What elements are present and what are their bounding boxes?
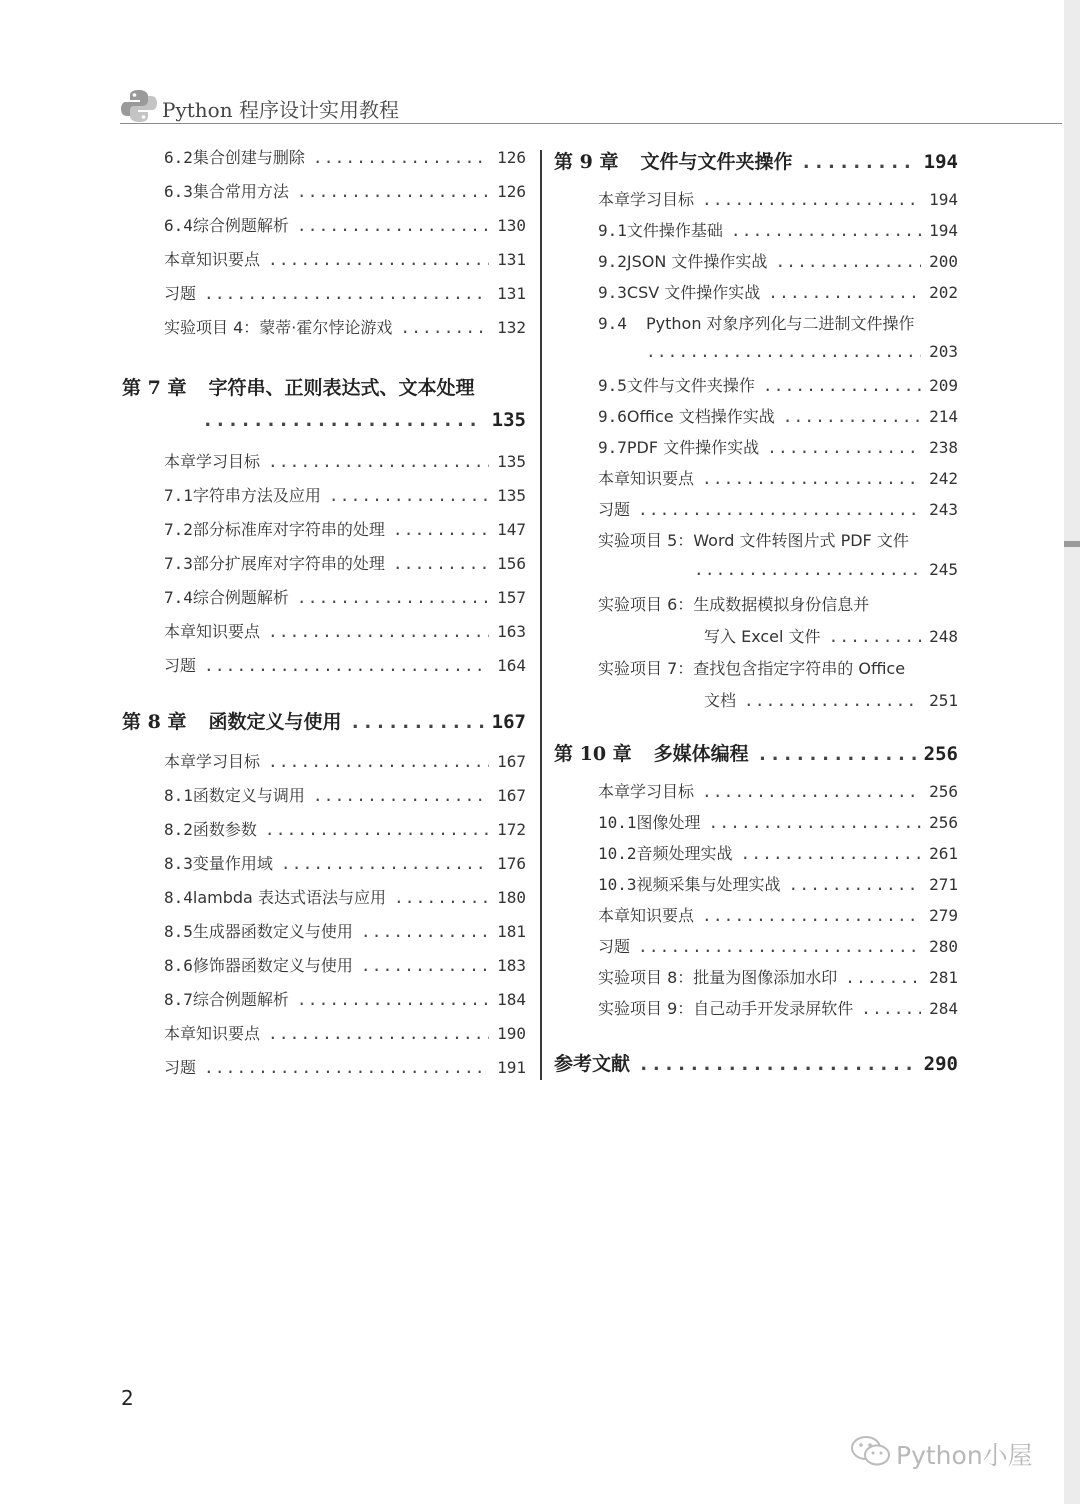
toc-entry[interactable]: [598, 311, 958, 334]
chapter-heading[interactable]: [554, 147, 958, 174]
entry-title-line2: 写入 Excel 文件: [704, 627, 821, 646]
chapter-page: 135: [491, 409, 526, 431]
chapter-label: 第 8 章: [122, 711, 187, 733]
leader-dots: [268, 752, 489, 771]
leader-dots: [204, 284, 489, 303]
entry-page: 243: [929, 500, 958, 519]
leader-dots: [731, 221, 921, 240]
entry-title: 实验项目 8：批量为图像添加水印: [598, 968, 838, 987]
leader-dots: [268, 250, 489, 269]
entry-page: 251: [929, 691, 958, 710]
toc-entry[interactable]: [164, 551, 526, 574]
entry-page: 280: [929, 937, 958, 956]
entry-number: 10.2: [598, 844, 637, 863]
entry-page: 271: [929, 875, 958, 894]
entry-title: 字符串方法及应用: [192, 486, 321, 505]
entry-page: 209: [929, 376, 958, 395]
leader-dots: [394, 888, 489, 907]
leader-dots: [281, 854, 489, 873]
chapter-title: 字符串、正则表达式、文本处理: [208, 377, 475, 399]
entry-page: 194: [929, 190, 958, 209]
entry-title: JSON 文件操作实战: [626, 252, 768, 271]
leader-dots: [393, 520, 489, 539]
entry-title: 实验项目 5：Word 文件转图片式 PDF 文件: [598, 531, 909, 550]
entry-title: 本章知识要点: [164, 250, 261, 269]
toc-entry-continuation[interactable]: [646, 342, 958, 361]
entry-page: 190: [497, 1024, 526, 1043]
toc-entry[interactable]: [598, 903, 958, 926]
toc-entry[interactable]: [598, 435, 958, 458]
chapter-label: 第 9 章: [554, 151, 619, 173]
leader-dots: [702, 469, 921, 488]
leader-dots: [757, 743, 916, 765]
entry-page: 200: [929, 252, 958, 271]
leader-dots: [638, 937, 921, 956]
chapter-page: 256: [923, 743, 958, 765]
leader-dots: [329, 486, 489, 505]
entry-page: 167: [497, 752, 526, 771]
toc-entry[interactable]: [598, 872, 958, 895]
leader-dots: [702, 906, 921, 925]
leader-dots: [361, 922, 489, 941]
leader-dots: [297, 216, 489, 235]
entry-number: 9.2: [598, 252, 627, 271]
entry-page: 131: [497, 250, 526, 269]
toc-entry[interactable]: [164, 783, 526, 806]
entry-title: 习题: [164, 656, 197, 675]
toc-entry[interactable]: [598, 497, 958, 520]
entry-title: 文件与文件夹操作: [626, 376, 755, 395]
leader-dots: [861, 999, 921, 1018]
entry-page: 130: [497, 216, 526, 235]
leader-dots: [638, 1053, 916, 1075]
entry-page: 238: [929, 438, 958, 457]
chapter-heading[interactable]: [122, 373, 526, 400]
entry-title: 集合常用方法: [192, 182, 289, 201]
entry-page: 248: [929, 627, 958, 646]
toc-entry[interactable]: [598, 249, 958, 272]
leader-dots: [800, 151, 915, 173]
entry-number: 6.3: [164, 182, 193, 201]
entry-page: 281: [929, 968, 958, 987]
entry-title: 集合创建与删除: [192, 148, 305, 167]
toc-entry[interactable]: [598, 466, 958, 489]
leader-dots: [313, 786, 489, 805]
entry-title: 部分标准库对字符串的处理: [192, 520, 385, 539]
toc-entry[interactable]: [598, 373, 958, 396]
entry-page: 261: [929, 844, 958, 863]
leader-dots: [361, 956, 489, 975]
entry-title: 实验项目 7：查找包含指定字符串的 Office: [598, 659, 906, 678]
toc-entry-continuation[interactable]: [694, 560, 958, 579]
leader-dots: [204, 656, 489, 675]
entry-title: 变量作用域: [192, 854, 273, 873]
entry-page: 183: [497, 956, 526, 975]
leader-dots: [741, 844, 922, 863]
entry-page: 156: [497, 554, 526, 573]
leader-dots: [646, 342, 921, 361]
python-logo-icon: [120, 88, 158, 124]
entry-number: 8.7: [164, 990, 193, 1009]
toc-entry[interactable]: [164, 585, 526, 608]
toc-entry[interactable]: [164, 987, 526, 1010]
toc-entry[interactable]: [164, 213, 526, 236]
entry-page: 214: [929, 407, 958, 426]
entry-page: 131: [497, 284, 526, 303]
entry-title: 实验项目 9：自己动手开发录屏软件: [598, 999, 854, 1018]
entry-title: PDF 文件操作实战: [626, 438, 760, 457]
entry-title: 生成器函数定义与使用: [192, 922, 353, 941]
entry-page: 284: [929, 999, 958, 1018]
toc-entry[interactable]: [164, 315, 526, 338]
chapter-page: 167: [491, 711, 526, 733]
entry-page: 180: [497, 888, 526, 907]
entry-page: 184: [497, 990, 526, 1009]
entry-page: 203: [929, 342, 958, 361]
entry-page: 181: [497, 922, 526, 941]
toc-entry[interactable]: [164, 179, 526, 202]
leader-dots: [694, 560, 921, 579]
entry-number: 10.3: [598, 875, 637, 894]
leader-dots: [268, 452, 489, 471]
entry-title: 综合例题解析: [192, 990, 289, 1009]
toc-entry[interactable]: [164, 281, 526, 304]
toc-entry[interactable]: [164, 1055, 526, 1078]
entry-number: 8.6: [164, 956, 193, 975]
entry-page: 135: [497, 486, 526, 505]
entry-page: 256: [929, 782, 958, 801]
leader-dots: [783, 407, 921, 426]
header-rule: [120, 123, 1062, 124]
entry-title: 本章学习目标: [164, 752, 261, 771]
entry-number: 6.4: [164, 216, 193, 235]
references-heading[interactable]: [554, 1049, 958, 1076]
entry-page: 245: [929, 560, 958, 579]
toc-entry[interactable]: [164, 851, 526, 874]
leader-dots: [393, 554, 489, 573]
entry-page: 135: [497, 452, 526, 471]
entry-title: CSV 文件操作实战: [626, 283, 761, 302]
entry-title-line2: 文档: [704, 691, 737, 710]
entry-title: 修饰器函数定义与使用: [192, 956, 353, 975]
entry-page: 242: [929, 469, 958, 488]
toc-entry[interactable]: [164, 817, 526, 840]
toc-entry-continuation[interactable]: [704, 624, 958, 647]
entry-number: 7.1: [164, 486, 193, 505]
entry-title: 习题: [598, 500, 631, 519]
entry-page: 191: [497, 1058, 526, 1077]
toc-entry[interactable]: [164, 483, 526, 506]
references-page: 290: [923, 1053, 958, 1075]
entry-number: 7.3: [164, 554, 193, 573]
leader-dots: [297, 182, 489, 201]
entry-title: 图像处理: [636, 813, 701, 832]
watermark-text: Python小屋: [896, 1441, 1033, 1470]
entry-title: 实验项目 6：生成数据模拟身份信息并: [598, 595, 870, 614]
entry-title: 习题: [164, 284, 197, 303]
toc-entry-continuation[interactable]: [704, 688, 958, 711]
entry-page: 172: [497, 820, 526, 839]
entry-title: 综合例题解析: [192, 216, 289, 235]
chapter-label: 第 7 章: [122, 377, 187, 399]
chapter-title: 多媒体编程: [653, 743, 749, 765]
entry-title: 本章知识要点: [598, 906, 695, 925]
entry-title: 函数定义与调用: [192, 786, 305, 805]
toc-entry[interactable]: [164, 247, 526, 270]
toc-entry[interactable]: [598, 996, 958, 1019]
leader-dots: [775, 252, 921, 271]
page-number: 2: [121, 1386, 134, 1410]
entry-title: Office 文档操作实战: [626, 407, 775, 426]
toc-entry[interactable]: [598, 528, 958, 551]
column-divider: [540, 150, 542, 1080]
watermark: [850, 1432, 1050, 1472]
page-edge-marker: [1064, 541, 1080, 547]
chapter-heading[interactable]: [122, 707, 526, 734]
entry-page: 163: [497, 622, 526, 641]
entry-title: 文件操作基础: [626, 221, 723, 240]
book-title: Python 程序设计实用教程: [162, 98, 399, 122]
entry-page: 176: [497, 854, 526, 873]
leader-dots: [702, 190, 921, 209]
leader-dots: [845, 968, 921, 987]
toc-entry[interactable]: [164, 885, 526, 908]
toc-entry[interactable]: [598, 656, 958, 679]
entry-page: 147: [497, 520, 526, 539]
chapter-title: 函数定义与使用: [208, 711, 342, 733]
entry-title: 音频处理实战: [636, 844, 733, 863]
toc-entry[interactable]: [598, 187, 958, 210]
entry-number: 9.3: [598, 283, 627, 302]
toc-entry[interactable]: [164, 919, 526, 942]
toc-entry[interactable]: [164, 749, 526, 772]
entry-page: 279: [929, 906, 958, 925]
chapter-page: 194: [923, 151, 958, 173]
leader-dots: [313, 148, 489, 167]
entry-title: 函数参数: [192, 820, 257, 839]
entry-page: 157: [497, 588, 526, 607]
toc-entry[interactable]: [598, 592, 958, 615]
entry-page: 132: [497, 318, 526, 337]
toc-entry[interactable]: [598, 841, 958, 864]
toc-entry[interactable]: [598, 965, 958, 988]
entry-title: lambda 表达式语法与应用: [192, 888, 386, 907]
entry-title: 本章知识要点: [164, 622, 261, 641]
page-edge-shade: [1064, 0, 1080, 1504]
leader-dots: [789, 875, 922, 894]
entry-number: 6.2: [164, 148, 193, 167]
entry-title: 实验项目 4：蒙蒂·霍尔悖论游戏: [164, 318, 393, 337]
leader-dots: [268, 1024, 489, 1043]
running-header: [120, 86, 1062, 126]
entry-number: 8.1: [164, 786, 193, 805]
leader-dots: [204, 1058, 489, 1077]
entry-title: 部分扩展库对字符串的处理: [192, 554, 385, 573]
toc-entry[interactable]: [164, 653, 526, 676]
leader-dots: [829, 627, 922, 646]
entry-page: 194: [929, 221, 958, 240]
entry-title: 本章学习目标: [598, 190, 695, 209]
entry-number: 8.3: [164, 854, 193, 873]
leader-dots: [702, 782, 921, 801]
entry-title: 习题: [164, 1058, 197, 1077]
references-title: 参考文献: [554, 1053, 631, 1075]
leader-dots: [767, 438, 921, 457]
chapter-heading-leader: [202, 409, 526, 431]
entry-number: 9.1: [598, 221, 627, 240]
entry-title: 本章知识要点: [164, 1024, 261, 1043]
leader-dots: [744, 691, 921, 710]
leader-dots: [763, 376, 921, 395]
leader-dots: [400, 318, 489, 337]
entry-title: 视频采集与处理实战: [636, 875, 781, 894]
entry-page: 126: [497, 182, 526, 201]
leader-dots: [709, 813, 922, 832]
chapter-heading[interactable]: [554, 739, 958, 766]
toc-entry[interactable]: [164, 619, 526, 642]
entry-number: 9.4: [598, 314, 627, 333]
leader-dots: [638, 500, 921, 519]
leader-dots: [349, 711, 483, 733]
toc-entry[interactable]: [598, 779, 958, 802]
entry-title: 本章学习目标: [164, 452, 261, 471]
entry-number: 9.6: [598, 407, 627, 426]
toc-entry[interactable]: [598, 810, 958, 833]
entry-number: 8.2: [164, 820, 193, 839]
toc-entry[interactable]: [598, 404, 958, 427]
leader-dots: [297, 990, 489, 1009]
entry-title: Python 对象序列化与二进制文件操作: [646, 314, 915, 333]
entry-number: 8.4: [164, 888, 193, 907]
entry-number: 7.2: [164, 520, 193, 539]
entry-number: 9.5: [598, 376, 627, 395]
leader-dots: [768, 283, 921, 302]
toc-entry[interactable]: [164, 145, 526, 168]
entry-page: 202: [929, 283, 958, 302]
toc-entry[interactable]: [164, 517, 526, 540]
entry-page: 126: [497, 148, 526, 167]
toc-entry[interactable]: [598, 218, 958, 241]
entry-title: 本章学习目标: [598, 782, 695, 801]
leader-dots: [265, 820, 489, 839]
leader-dots: [202, 409, 484, 431]
entry-page: 256: [929, 813, 958, 832]
toc-entry[interactable]: [164, 953, 526, 976]
toc-entry[interactable]: [164, 449, 526, 472]
toc-entry[interactable]: [598, 934, 958, 957]
toc-entry[interactable]: [598, 280, 958, 303]
entry-title: 综合例题解析: [192, 588, 289, 607]
entry-title: 本章知识要点: [598, 469, 695, 488]
chapter-title: 文件与文件夹操作: [640, 151, 793, 173]
wechat-icon: [850, 1434, 892, 1468]
entry-number: 7.4: [164, 588, 193, 607]
entry-number: 8.5: [164, 922, 193, 941]
entry-page: 164: [497, 656, 526, 675]
leader-dots: [268, 622, 489, 641]
chapter-label: 第 10 章: [554, 743, 632, 765]
leader-dots: [297, 588, 489, 607]
entry-number: 9.7: [598, 438, 627, 457]
entry-page: 167: [497, 786, 526, 805]
entry-number: 10.1: [598, 813, 637, 832]
entry-title: 习题: [598, 937, 631, 956]
toc-entry[interactable]: [164, 1021, 526, 1044]
